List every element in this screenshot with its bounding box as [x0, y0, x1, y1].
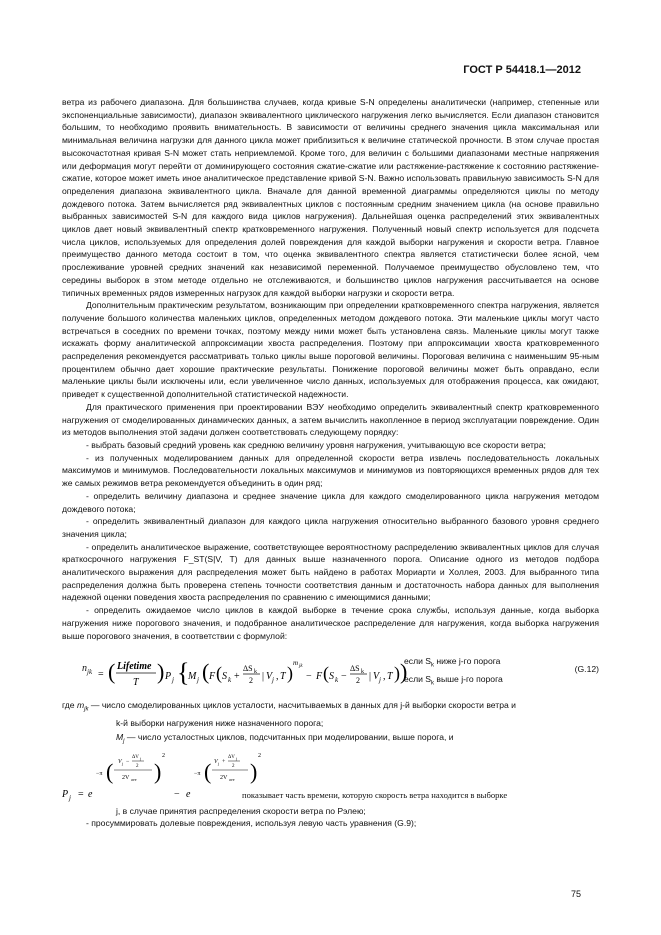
svg-text:M: M: [188, 671, 197, 683]
svg-text:ΔS: ΔS: [350, 664, 360, 674]
svg-text:V: V: [118, 758, 122, 765]
paragraph-1: ветра из рабочего диапазона. Для большинства случаев, когда кривые S-N определены аналитически (например, степенные или экспоненциальные зависимости), диапазон эквивалентного циклического нагружения легко вычисляется. Если диапазон становится большим, то необходимо проявить внимательность. В зависимости от величины среднего значения цикла максимальная или минимальная величина нагрузки для данного цикла может приблизиться к величине статической прочности. В этом случае простая высокочастотная кривая S-N может стать неприемлемой. Кроме того, для величин с большими диапазонами местные напряжения или деформация могут перейти от доминирующего состояния сжатие-сжатие или растяжение-растяжение к состоянию растяжение-сжатие, которое может иметь иное аналитическое представление кривой S-N. Важно использовать правильную зависимость S-N для определения диапазона эквивалентного цикла. Вначале для данной временной диаграммы определяются циклы по методу дождевого потока. Затем вычисляется ряд эквивалентных циклов с постоянным средним значением цикла (на основе правильно выбранных зависимостей S-N для каждого вида циклов нагружения). Дальнейшая оценка распределений этих эквивалентных циклов дает новый эквивалентный спектр кратковременного нагружения. Полученный новый спектр используется для подсчета числа циклов, используемых для определения долей повреждения для каждой выборки нагружения и скорости ветра. Главное преимущество данного метода состоит в том, что оценка эквивалентного спектра является статистически более ясной, чем прослеживание уровней средних значений как независимой переменной. Получаемое преимущество обусловлено тем, что середины выборок в этом методе отдельно не отслеживаются, и большинство циклов нагружения рассчитывается на основе типичных временных рядов измеренных нагрузок для каждой выборки нагрузки и скорости ветра.: [62, 97, 599, 298]
condition-below: если $S_k$ ниже j-го порога: [404, 656, 501, 669]
formula-body: [98, 655, 408, 695]
svg-text:=: =: [78, 788, 84, 800]
svg-text:): ): [157, 659, 165, 685]
svg-text:−π: −π: [194, 770, 201, 777]
svg-text:P: P: [62, 788, 69, 800]
svg-text:jk: jk: [299, 664, 303, 670]
svg-text:(: (: [202, 659, 210, 685]
step-1: - выбрать базовый средний уровень как среднюю величину уровня нагружения, учитывающую все скорости ветра;: [86, 439, 546, 450]
document-header: ГОСТ Р 54418.1—2012: [463, 64, 581, 76]
step-2: - из полученных моделированием данных для определенной скорости ветра извлечь последовательность локальных максимумов и минимумов. Последовательности локальных максимумов и минимумов из повторяющихся временных рядов для тех же самых режимов ветра рекомендуется объединить в один ряд;: [62, 452, 599, 489]
page-number: 75: [570, 889, 581, 899]
svg-text:V: V: [266, 671, 273, 683]
svg-text:j: j: [272, 676, 274, 685]
svg-text:2V: 2V: [122, 774, 130, 781]
svg-text:k: k: [335, 676, 339, 685]
svg-text:2: 2: [162, 752, 165, 759]
svg-text:ΔV: ΔV: [228, 754, 235, 760]
svg-text:F: F: [316, 671, 323, 683]
svg-text:−: −: [174, 788, 180, 800]
svg-text:k: k: [254, 669, 257, 676]
svg-text:k: k: [228, 676, 232, 685]
svg-text:T: T: [280, 671, 286, 683]
svg-text:j: j: [236, 755, 238, 761]
svg-text:(: (: [323, 663, 329, 684]
svg-text:j: j: [379, 676, 381, 685]
step-7: - просуммировать долевые повреждения, используя левую часть уравнения (G.9);: [86, 818, 417, 829]
svg-text:=: =: [98, 669, 104, 681]
svg-text:T: T: [133, 677, 139, 689]
svg-text:k: k: [361, 669, 364, 676]
svg-text:V: V: [373, 671, 380, 683]
svg-text:−π: −π: [96, 770, 103, 777]
svg-text:j: j: [69, 793, 71, 802]
svg-text:,: ,: [383, 671, 386, 683]
definitions: [62, 699, 599, 830]
rayleigh-svg: [62, 749, 262, 805]
formula-lhs: $n_{jk}$: [82, 663, 93, 677]
svg-text:T: T: [387, 671, 393, 683]
svg-text:2: 2: [249, 676, 253, 686]
paragraph-2: Дополнительным практическим результатом, возникающим при определении кратковременного спектра нагружения, является получение большого количества маленьких циклов, определенных методом дождевого потока. Эти маленькие циклы могут часто встречаться в соседних по времени точках, поэтому между ними может быть установлена связь. Маленькие циклы могут также искажать форму аналитической аппроксимации хвоста распределения. Поэтому при аппроксимации хвоста кратковременного распределения рекомендуется рассматривать только циклы выше пороговой величины. Пороговая величина с наименьшим 95-ным процентилем обычно дает хорошие практические результаты. Понижение пороговой величины может быть оправдано, если маленькие циклы были исключены или, если увеличенное число данных, используемых для отображения процесса, как ожидают, приведет к существенной дополнительной статистической надежности.: [62, 300, 599, 400]
svg-text:|: |: [369, 671, 372, 683]
step-5: - определить аналитическое выражение, соответствующее вероятностному распределению эквивалентных циклов для случая краткосрочного нагружения F_ST(S|V, T) для данных выше назначенного порога. Описание одного из методов подбора аналитического выражения для распределения может быть найдено в работах Мориарти и Холлея, 2003. Для выбранного типа распределения должна быть проверена степень точности соответствия данным и достаточность набора данных для выполнения надежной оценки поведения хвоста распределения по сравнению с имеющимися данными;: [62, 541, 599, 603]
def-P-text: показывает часть времени, которую скорость ветра находится в выборке: [242, 789, 508, 800]
condition-above: если $S_k$ выше j-го порога: [404, 674, 503, 687]
formula-g12: [62, 645, 599, 697]
svg-text:{: {: [177, 658, 190, 688]
svg-text:V: V: [214, 758, 218, 765]
svg-text:j: j: [172, 676, 174, 685]
step-6: - определить ожидаемое число циклов в каждой выборке в течение срока службы, используя данные, когда выборка нагружения ниже порогового значения, и подобранное аналитическое распределение для нагружения, когда выборка нагружения выше порогового значения, в соответствии с формулой:: [62, 605, 599, 641]
svg-text:S: S: [222, 671, 227, 683]
lifetime-label: Lifetime: [117, 661, 152, 673]
svg-text:): ): [154, 758, 162, 784]
svg-text:ave: ave: [131, 776, 137, 782]
step-3: - определить величину диапазона и среднее значение цикла для каждого смоделированного цикла нагружения методом дождевого потока;: [62, 490, 599, 514]
rayleigh-formula: [62, 749, 599, 805]
svg-text:2: 2: [232, 763, 235, 769]
svg-text:e: e: [186, 788, 191, 800]
svg-text:ΔV: ΔV: [132, 754, 139, 760]
svg-text:ave: ave: [229, 776, 235, 782]
svg-text:|: |: [262, 671, 265, 683]
svg-text:j: j: [122, 760, 124, 766]
svg-text:−: −: [306, 671, 312, 683]
page-body: [62, 96, 599, 830]
svg-text:,: ,: [276, 671, 279, 683]
step-4: - определить эквивалентный диапазон для каждого цикла нагружения относительно выбранного базового уровня среднего значения цикла;: [62, 516, 599, 539]
svg-text:): ): [400, 659, 408, 685]
svg-text:2V: 2V: [220, 774, 228, 781]
svg-text:): ): [250, 758, 258, 784]
equation-number: (G.12): [574, 664, 599, 675]
svg-text:+: +: [222, 758, 226, 765]
svg-text:F: F: [209, 671, 216, 683]
paragraph-3: Для практического применения при проектировании ВЭУ необходимо определить эквивалентный спектр кратковременного нагружения от смоделированных динамических данных, а затем вычислить накопленное в период эксплуатации повреждение. Один из методов выполнения этой задачи должен соответствовать следующему порядку:: [62, 401, 599, 438]
svg-text:−: −: [341, 671, 347, 683]
svg-text:+: +: [234, 671, 240, 683]
svg-text:2: 2: [356, 676, 360, 686]
svg-text:2: 2: [258, 752, 261, 759]
svg-text:j: j: [197, 676, 199, 685]
svg-text:(: (: [106, 758, 114, 784]
svg-text:m: m: [293, 659, 299, 668]
svg-text:ΔS: ΔS: [243, 664, 253, 674]
svg-text:−: −: [126, 758, 130, 765]
svg-text:(: (: [204, 758, 212, 784]
svg-text:j: j: [140, 755, 142, 761]
svg-text:): ): [287, 663, 293, 684]
def-M: $M_j$ — число усталостных циклов, подсчитанных при моделировании, выше порога, и: [116, 732, 454, 746]
svg-text:(: (: [108, 659, 116, 685]
def-m: где $m_{jk}$ — число смоделированных циклов усталости, насчитываемых в данных для j-й выборки скорости ветра и: [62, 700, 516, 713]
svg-text:(: (: [216, 663, 222, 684]
svg-text:2: 2: [136, 763, 139, 769]
svg-text:j: j: [218, 760, 220, 766]
svg-text:P: P: [165, 671, 172, 683]
def-P-cont: j, в случае принятия распределения скорости ветра по Рэлею;: [116, 805, 366, 816]
def-m-cont: k-й выборки нагружения ниже назначенного порога;: [116, 717, 324, 728]
svg-text:): ): [394, 663, 400, 684]
svg-text:e: e: [88, 788, 93, 800]
svg-text:S: S: [329, 671, 334, 683]
